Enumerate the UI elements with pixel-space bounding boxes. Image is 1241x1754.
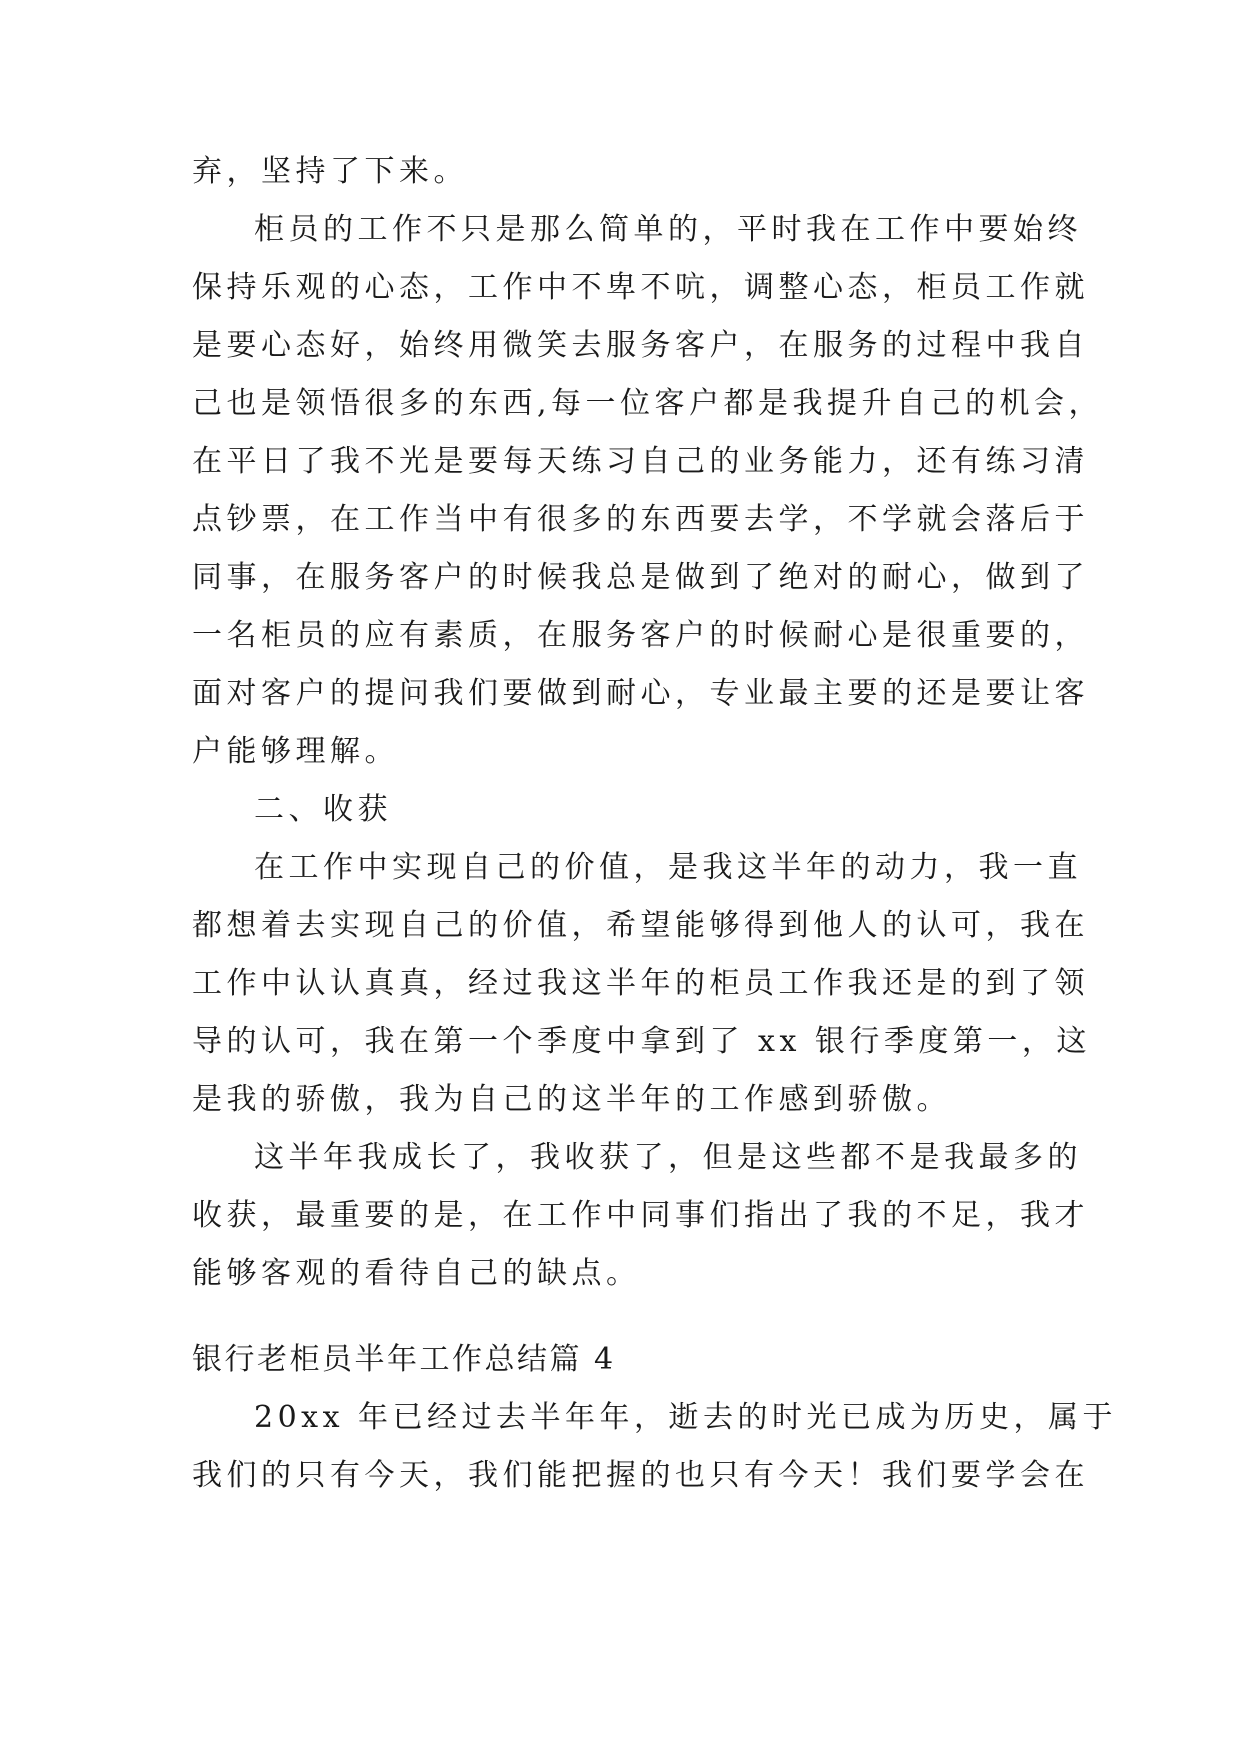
paragraph-line: 都想着去实现自己的价值，希望能够得到他人的认可，我在 — [192, 908, 1089, 943]
paragraph-line: 在平日了我不光是要每天练习自己的业务能力，还有练习清 — [192, 444, 1089, 479]
paragraph-line: 面对客户的提问我们要做到耐心，专业最主要的还是要让客 — [192, 676, 1089, 711]
paragraph-line: 点钞票，在工作当中有很多的东西要去学，不学就会落后于 — [192, 502, 1089, 537]
paragraph-line: 我们的只有今天，我们能把握的也只有今天！我们要学会在 — [192, 1458, 1089, 1493]
paragraph-line: 在工作中实现自己的价值，是我这半年的动力，我一直 — [254, 850, 1082, 885]
section-heading: 二、收获 — [254, 792, 392, 827]
paragraph-line: 是要心态好，始终用微笑去服务客户，在服务的过程中我自 — [192, 328, 1089, 363]
paragraph-line: 弃，坚持了下来。 — [192, 154, 468, 189]
paragraph-line: 收获，最重要的是，在工作中同事们指出了我的不足，我才 — [192, 1198, 1089, 1233]
paragraph-line: 保持乐观的心态，工作中不卑不吭，调整心态，柜员工作就 — [192, 270, 1089, 305]
paragraph-line: 己也是领悟很多的东西,每一位客户都是我提升自己的机会， — [192, 386, 1104, 421]
paragraph-line: 同事，在服务客户的时候我总是做到了绝对的耐心，做到了 — [192, 560, 1089, 595]
paragraph-line: 柜员的工作不只是那么简单的，平时我在工作中要始终 — [254, 212, 1082, 247]
paragraph-line: 导的认可，我在第一个季度中拿到了 xx 银行季度第一，这 — [192, 1024, 1091, 1059]
paragraph-line: 能够客观的看待自己的缺点。 — [192, 1256, 641, 1291]
paragraph-line: 是我的骄傲，我为自己的这半年的工作感到骄傲。 — [192, 1082, 951, 1117]
paragraph-line: 20xx 年已经过去半年年，逝去的时光已成为历史，属于 — [254, 1400, 1118, 1435]
paragraph-line: 户能够理解。 — [192, 734, 399, 769]
paragraph-line: 工作中认认真真，经过我这半年的柜员工作我还是的到了领 — [192, 966, 1089, 1001]
paragraph-line: 一名柜员的应有素质，在服务客户的时候耐心是很重要的， — [192, 618, 1089, 653]
article-title: 银行老柜员半年工作总结篇 4 — [192, 1342, 616, 1377]
paragraph-line: 这半年我成长了，我收获了，但是这些都不是我最多的 — [254, 1140, 1082, 1175]
